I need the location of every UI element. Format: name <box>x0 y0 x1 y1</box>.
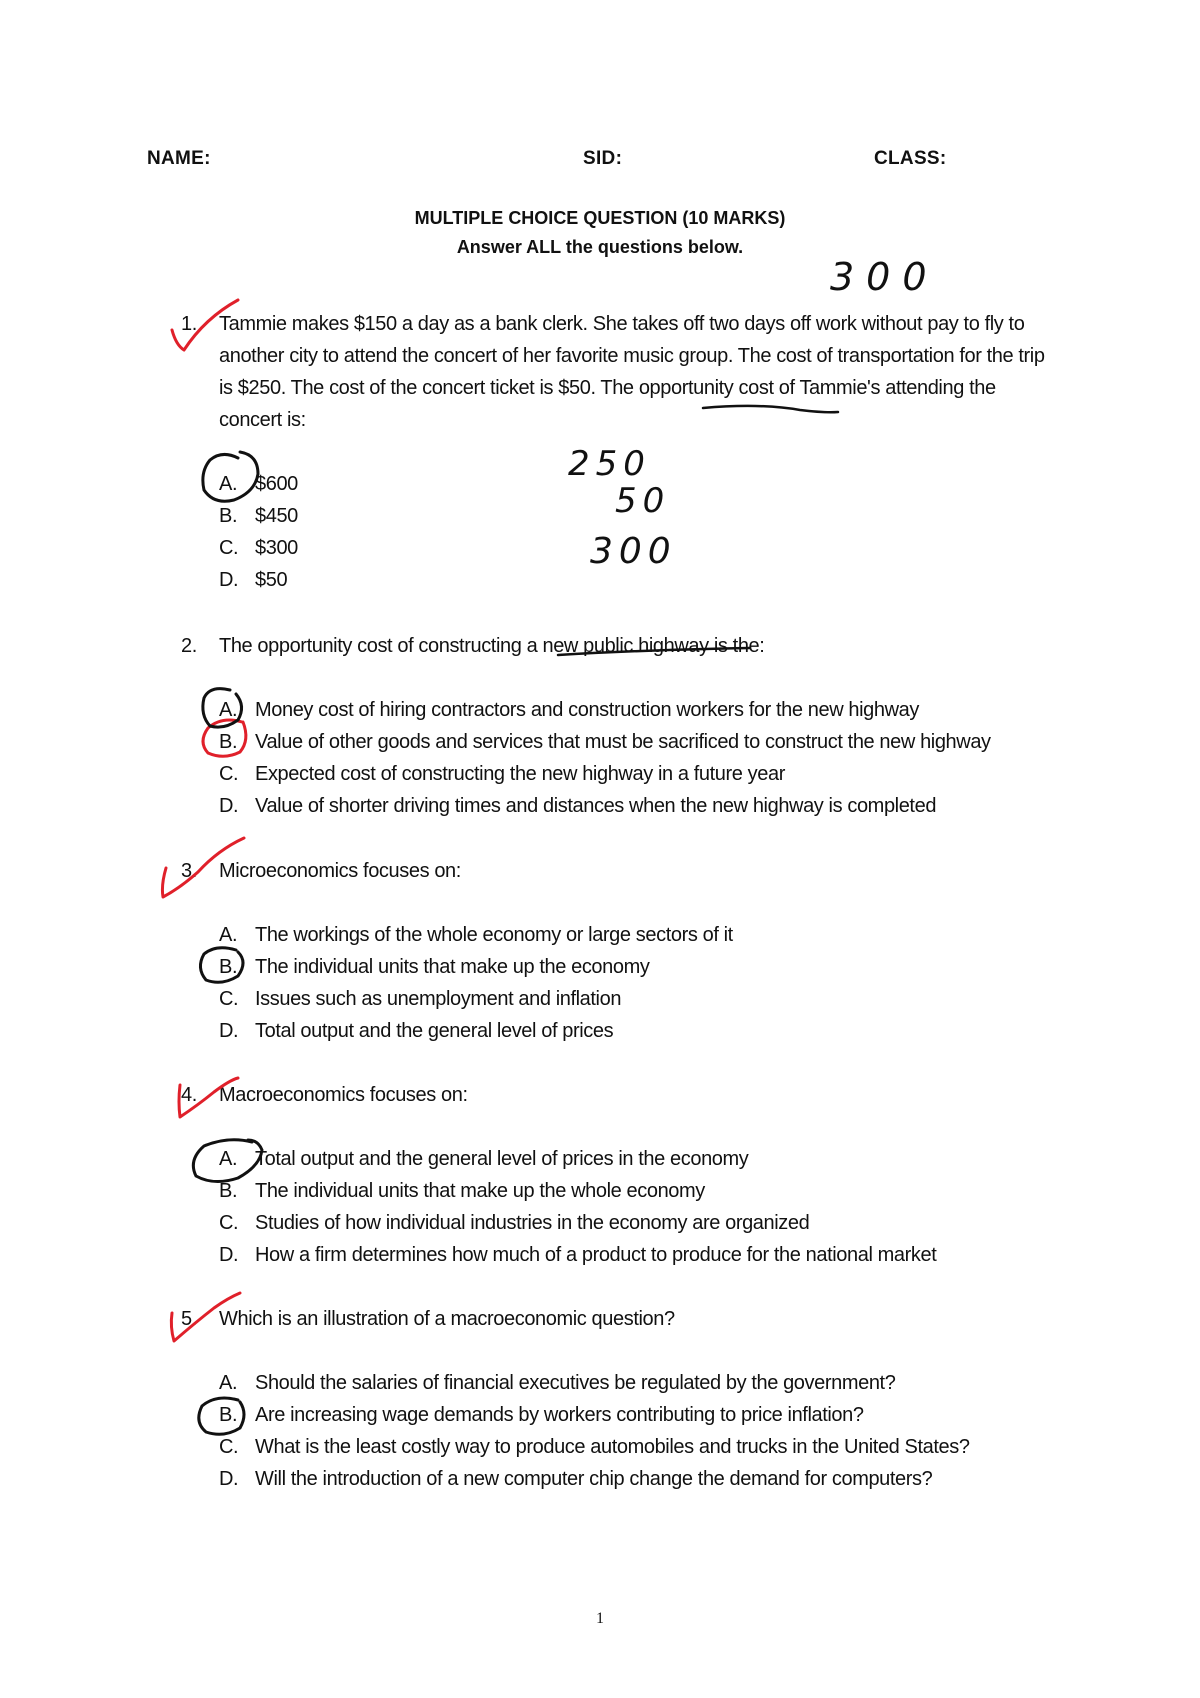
option-letter: D. <box>219 795 239 817</box>
option-text: Value of shorter driving times and distances when the new highway is completed <box>255 795 937 817</box>
option-text: The individual units that make up the whole economy <box>255 1180 705 1202</box>
question-text: Tammie makes $150 a day as a bank clerk. She takes off two days off work without pay to fly to another city to attend the concert of her favorite music group. The cost of transportation for the trip is $250. The cost of the concert ticket is $50. The opportunity cost of Tammie's attending the concert is: <box>219 313 1045 431</box>
option-letter: A. <box>219 699 238 721</box>
handwritten-calc-line1: 250 <box>568 444 651 484</box>
option-text: Studies of how individual industries in the economy are organized <box>255 1212 810 1234</box>
option-text: $300 <box>255 537 298 559</box>
option-letter: D. <box>219 1244 239 1266</box>
option-text: What is the least costly way to produce automobiles and trucks in the United States? <box>255 1436 970 1458</box>
section-instruction: Answer ALL the questions below. <box>456 237 744 257</box>
option-letter: C. <box>219 537 239 559</box>
question-number: 4. <box>181 1084 197 1106</box>
option-letter: B. <box>219 505 238 527</box>
option-text: Will the introduction of a new computer chip change the demand for computers? <box>255 1468 933 1490</box>
option-text: Should the salaries of financial executives be regulated by the government? <box>255 1372 896 1394</box>
section-title: MULTIPLE CHOICE QUESTION (10 MARKS) <box>414 208 786 228</box>
question-text: Macroeconomics focuses on: <box>219 1084 468 1106</box>
option-letter: B. <box>219 1180 238 1202</box>
option-text: Value of other goods and services that must be sacrificed to construct the new highway <box>255 731 991 753</box>
option-letter: A. <box>219 1372 238 1394</box>
handwritten-total: 300 <box>830 255 939 299</box>
option-text: Total output and the general level of prices in the economy <box>255 1148 749 1170</box>
option-letter: D. <box>219 1020 239 1042</box>
sid-label: SID: <box>583 148 623 169</box>
question-text: Microeconomics focuses on: <box>219 860 461 882</box>
option-text: Total output and the general level of prices <box>255 1020 614 1042</box>
handwritten-calc-line3: 300 <box>590 531 677 572</box>
option-letter: B. <box>219 731 238 753</box>
option-text: $50 <box>255 569 288 591</box>
option-letter: A. <box>219 924 238 946</box>
option-text: The workings of the whole economy or large sectors of it <box>255 924 733 946</box>
option-text: The individual units that make up the economy <box>255 956 650 978</box>
class-label: CLASS: <box>874 148 947 169</box>
question-number: 1. <box>181 313 197 335</box>
option-text: Issues such as unemployment and inflation <box>255 988 622 1010</box>
option-letter: C. <box>219 988 239 1010</box>
option-text: $450 <box>255 505 298 527</box>
option-letter: C. <box>219 763 239 785</box>
question-number: 3. <box>181 860 197 882</box>
question-text: Which is an illustration of a macroeconomic question? <box>219 1308 675 1330</box>
option-text: How a firm determines how much of a product to produce for the national market <box>255 1244 937 1266</box>
option-letter: A. <box>219 1148 238 1170</box>
option-text: Money cost of hiring contractors and construction workers for the new highway <box>255 699 919 721</box>
name-label: NAME: <box>147 148 211 169</box>
option-letter: A. <box>219 473 238 495</box>
option-letter: D. <box>219 569 239 591</box>
page-number: 1 <box>596 1610 604 1627</box>
option-letter: B. <box>219 1404 238 1426</box>
option-text: $600 <box>255 473 298 495</box>
option-text: Are increasing wage demands by workers contributing to price inflation? <box>255 1404 864 1426</box>
option-letter: C. <box>219 1436 239 1458</box>
option-letter: B. <box>219 956 238 978</box>
option-letter: C. <box>219 1212 239 1234</box>
question-number: 2. <box>181 635 197 657</box>
question-text: The opportunity cost of constructing a new public highway is the: <box>219 635 765 657</box>
option-letter: D. <box>219 1468 239 1490</box>
option-text: Expected cost of constructing the new highway in a future year <box>255 763 785 785</box>
handwritten-calc-line2: 50 <box>615 481 671 521</box>
question-number: 5. <box>181 1308 197 1330</box>
